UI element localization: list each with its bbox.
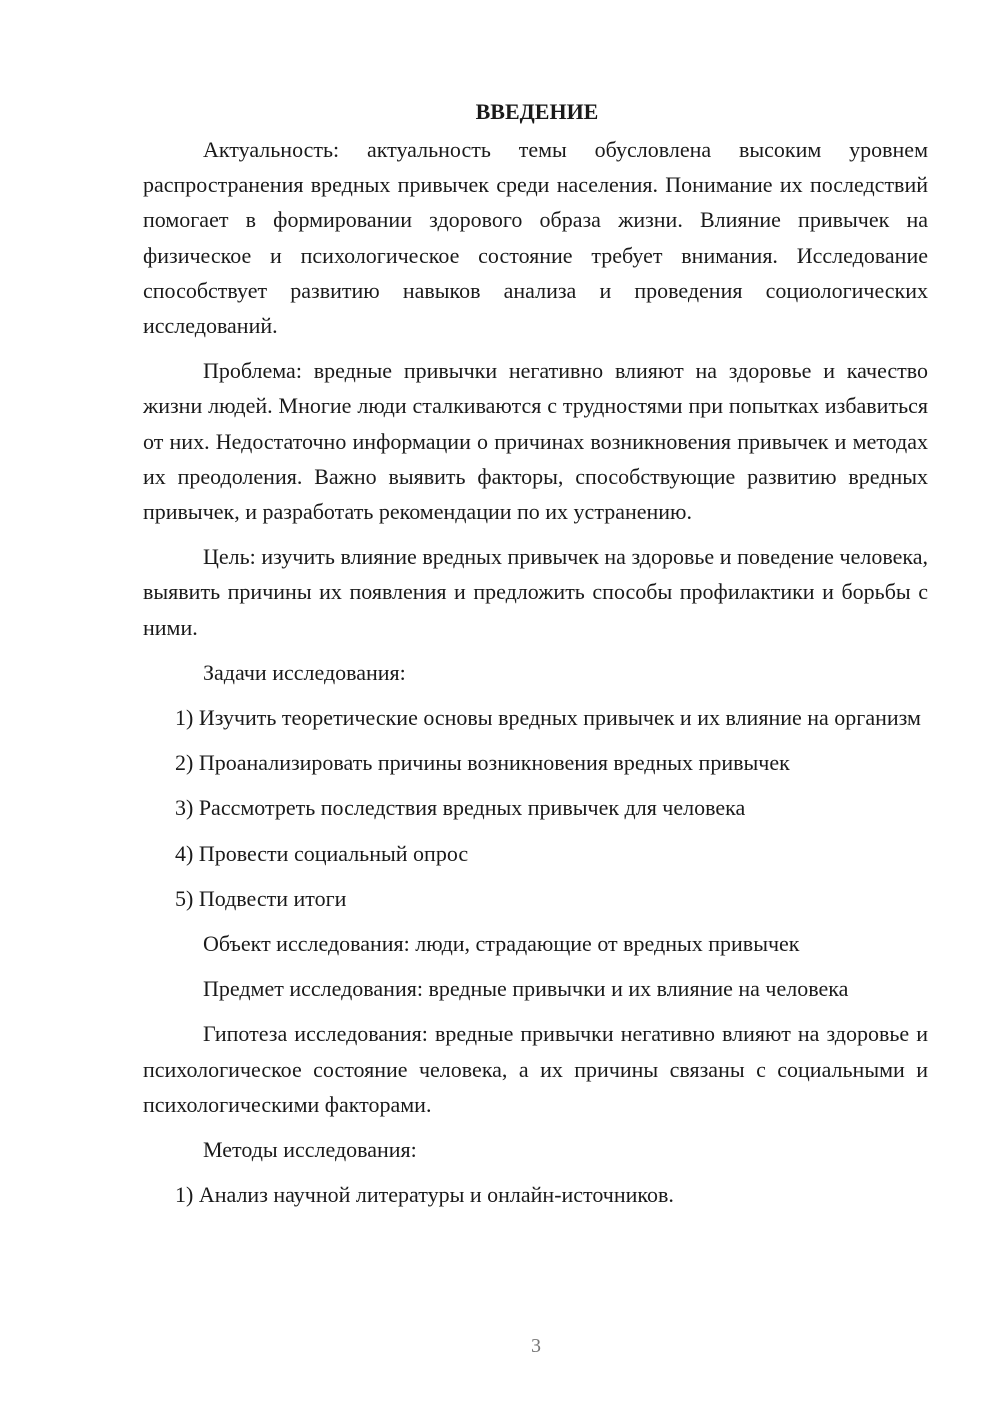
tasks-label: Задачи исследования: <box>203 659 406 685</box>
hypothesis-paragraph: Гипотеза исследования: вредные привычки негативно влияют на здоровье и психологическое состояние человека, а их причины связаны с социальными и психологическими факторами. <box>143 1021 928 1117</box>
page-content <box>143 94 928 1222</box>
page-number: 3 <box>531 1335 541 1357</box>
object-paragraph: Объект исследования: люди, страдающие от вредных привычек <box>203 931 800 957</box>
page-title: ВВЕДЕНИЕ <box>475 99 599 124</box>
methods-label: Методы исследования: <box>203 1137 417 1163</box>
goal-paragraph: Цель: изучить влияние вредных привычек на здоровье и поведение человека, выявить причины их появления и предложить способы профилактики и борьбы с ними. <box>143 544 928 640</box>
task-item: 2) Проанализировать причины возникновения вредных привычек <box>175 750 790 776</box>
method-item: 1) Анализ научной литературы и онлайн-источников. <box>175 1182 674 1208</box>
relevance-paragraph: Актуальность: актуальность темы обусловлена высоким уровнем распространения вредных привычек среди населения. Понимание их последствий помогает в формировании здорового образа жизни. Влияние привычек на физическое и психологическое состояние требует внимания. Исследование способствует развитию навыков анализа и проведения социологических исследований. <box>143 137 928 339</box>
task-item: 4) Провести социальный опрос <box>175 840 469 866</box>
subject-paragraph: Предмет исследования: вредные привычки и их влияние на человека <box>203 976 849 1002</box>
task-item: 1) Изучить теоретические основы вредных привычек и их влияние на организм <box>175 705 921 731</box>
task-item: 3) Рассмотреть последствия вредных привычек для человека <box>175 795 746 821</box>
problem-paragraph: Проблема: вредные привычки негативно влияют на здоровье и качество жизни людей. Многие люди сталкиваются с трудностями при попытках избавиться от них. Недостаточно информации о причинах возникновения привычек и методах их преодоления. Важно выявить факторы, способствующие развитию вредных привычек, и разработать рекомендации по их устранению. <box>143 358 928 525</box>
task-item: 5) Подвести итоги <box>175 885 347 911</box>
